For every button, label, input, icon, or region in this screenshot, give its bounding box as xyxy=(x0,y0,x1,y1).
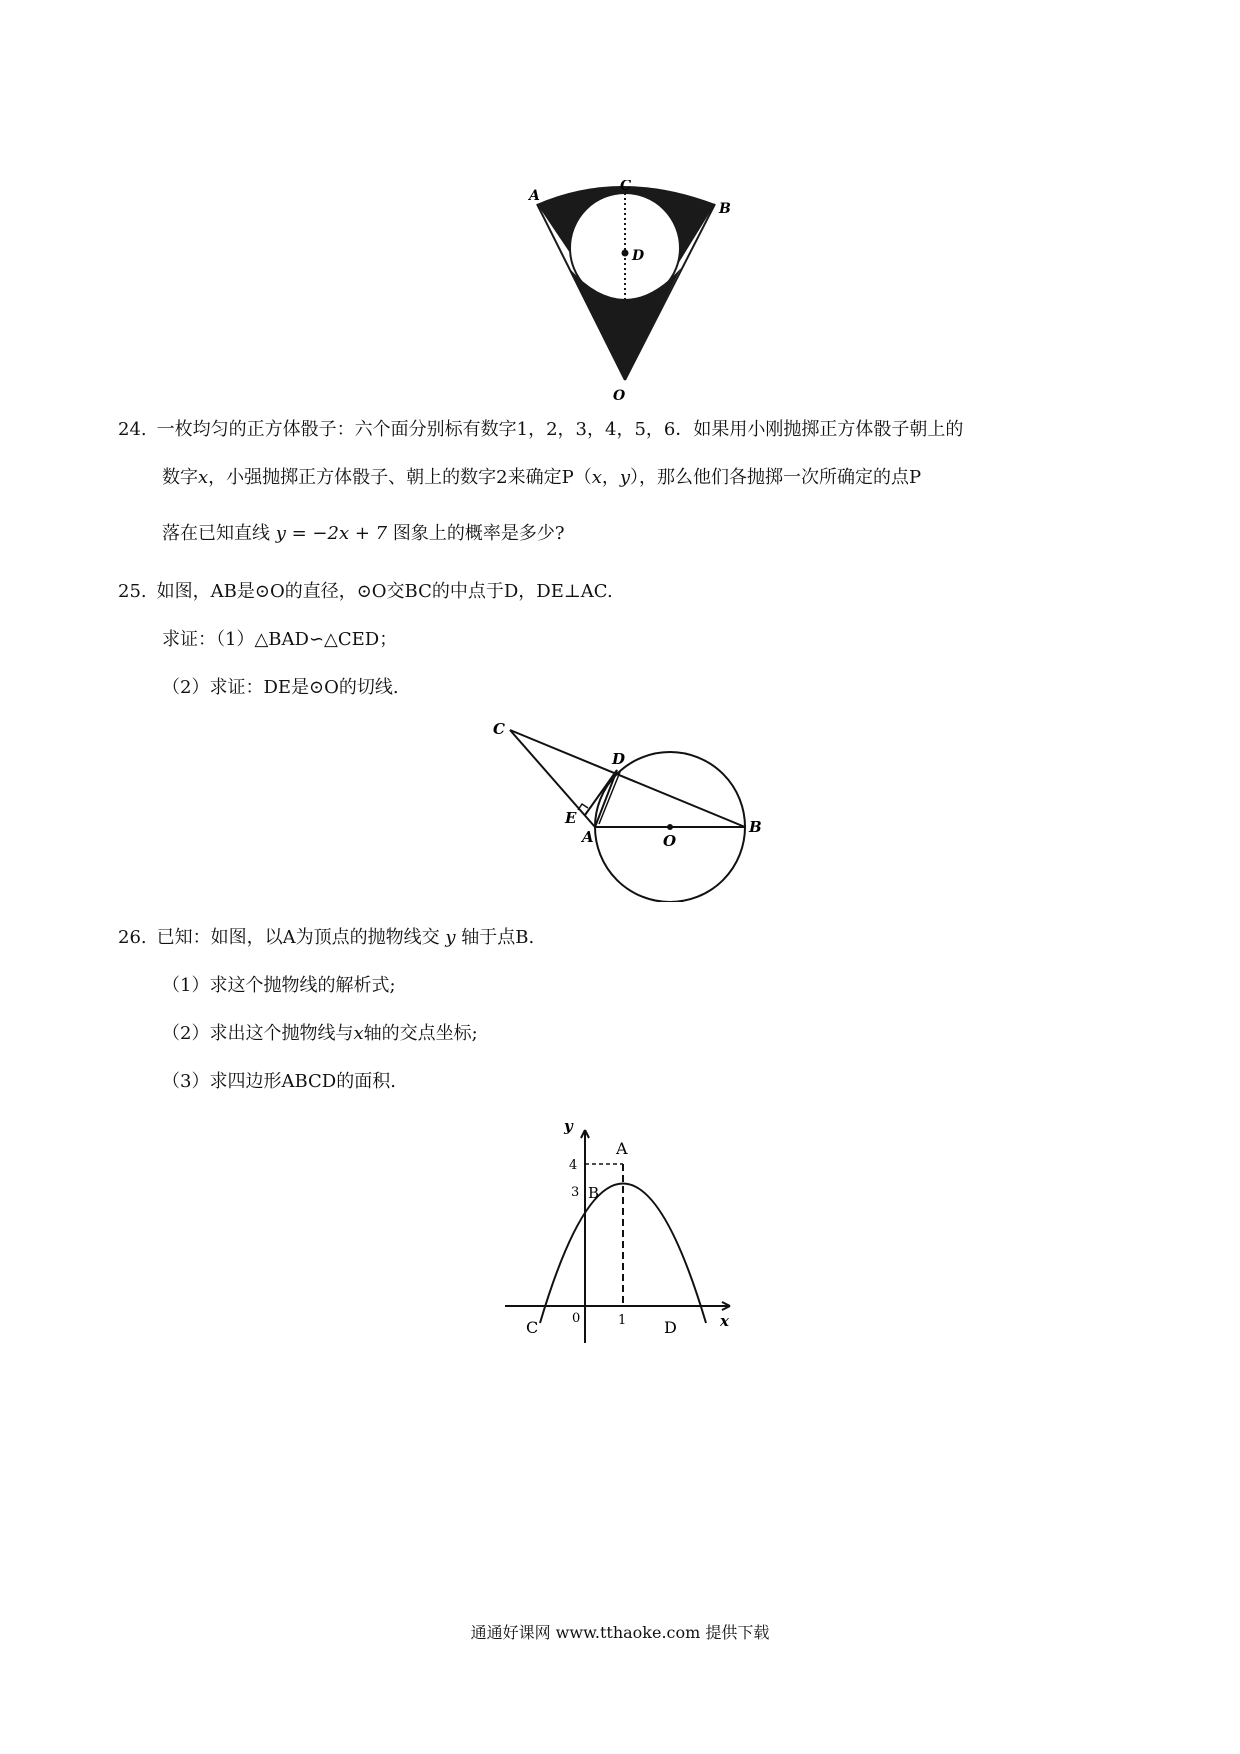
q24-text-2c: ， xyxy=(601,467,620,488)
q25-line-2 xyxy=(162,628,397,652)
label-o: O xyxy=(613,388,626,404)
label-point-c: C xyxy=(526,1318,539,1337)
label-vertex-a: A xyxy=(616,1139,628,1158)
q24-text-3b: 图象上的概率是多少? xyxy=(392,523,565,544)
figure-parabola xyxy=(500,1118,740,1348)
q26-line-1 xyxy=(118,926,534,950)
q26-var-x: x xyxy=(353,1023,364,1044)
label-y-axis: y xyxy=(564,1118,573,1135)
page-footer xyxy=(0,1622,1240,1644)
q25-text-3: （2）求证：DE是⊙O的切线. xyxy=(162,677,399,698)
q25-line-1 xyxy=(118,580,613,604)
q24-text-2d: ），那么他们各抛掷一次所确定的点P xyxy=(630,467,922,488)
q26-var-y: y xyxy=(445,927,456,948)
label-o: O xyxy=(663,832,677,850)
q26-text-2: （1）求这个抛物线的解析式; xyxy=(162,975,396,996)
label-c: C xyxy=(620,180,632,194)
q24-var-x2: x xyxy=(591,467,602,488)
q26-line-3 xyxy=(162,1022,478,1046)
q26-text-4: （3）求四边形ABCD的面积. xyxy=(162,1071,396,1092)
segment-ca xyxy=(510,730,595,827)
q26-line-4 xyxy=(162,1070,396,1094)
q24-line-1 xyxy=(118,418,963,442)
q24-text-1: 一枚均匀的正方体骰子：六个面分别标有数字1，2，3，4，5，6．如果用小刚抛掷正方体骰子朝上的 xyxy=(156,419,964,440)
q25-text-2: 求证：（1）△BAD∽△CED； xyxy=(162,629,398,650)
q26-text-3a: （2）求出这个抛物线与 xyxy=(162,1023,354,1044)
figure-circle-triangle xyxy=(485,712,765,902)
q26-text-1b: 轴于点B. xyxy=(461,927,535,948)
right-angle-mark xyxy=(578,804,588,810)
segment-ad xyxy=(595,770,617,827)
label-c: C xyxy=(493,720,505,738)
tick-label-3: 3 xyxy=(571,1185,580,1200)
center-point-d xyxy=(622,250,629,257)
q24-text-2a: 数字 xyxy=(162,467,198,488)
q26-text-1a: 已知：如图，以A为顶点的抛物线交 xyxy=(156,927,440,948)
tick-label-0: 0 xyxy=(572,1311,581,1326)
tick-label-4: 4 xyxy=(569,1158,578,1173)
label-d: D xyxy=(612,750,626,768)
figure-sector-inscribed-circle xyxy=(525,180,735,405)
label-point-b: B xyxy=(588,1184,600,1202)
label-e: E xyxy=(565,809,577,827)
label-a: A xyxy=(529,188,540,204)
q25-line-3 xyxy=(162,676,399,700)
q24-line-3 xyxy=(162,522,564,546)
center-point-o xyxy=(667,824,673,830)
q24-var-x: x xyxy=(198,467,209,488)
segment-cb xyxy=(510,730,745,827)
label-x-axis: x xyxy=(720,1312,729,1330)
label-d: D xyxy=(632,248,645,264)
q24-var-y: y xyxy=(619,467,631,488)
tick-label-1: 1 xyxy=(618,1313,627,1328)
footer-text: 通通好课网 www.tthaoke.com 提供下载 xyxy=(470,1623,770,1642)
q24-equation: y = −2x + 7 xyxy=(275,523,388,544)
label-point-d: D xyxy=(664,1318,677,1337)
q25-text-1: 如图，AB是⊙O的直径，⊙O交BC的中点于D，DE⊥AC. xyxy=(156,581,613,602)
q26-text-3b: 轴的交点坐标; xyxy=(363,1023,478,1044)
label-a: A xyxy=(582,828,594,846)
label-b: B xyxy=(749,818,762,836)
label-b: B xyxy=(719,201,731,217)
q24-text-2b: ，小强抛掷正方体骰子、朝上的数字2来确定P（ xyxy=(208,467,592,488)
q24-number: 24. xyxy=(118,419,147,440)
q24-text-3a: 落在已知直线 xyxy=(162,523,270,544)
q26-line-2 xyxy=(162,974,396,998)
q26-number: 26. xyxy=(118,927,147,948)
q24-line-2 xyxy=(162,466,921,490)
q25-number: 25. xyxy=(118,581,147,602)
